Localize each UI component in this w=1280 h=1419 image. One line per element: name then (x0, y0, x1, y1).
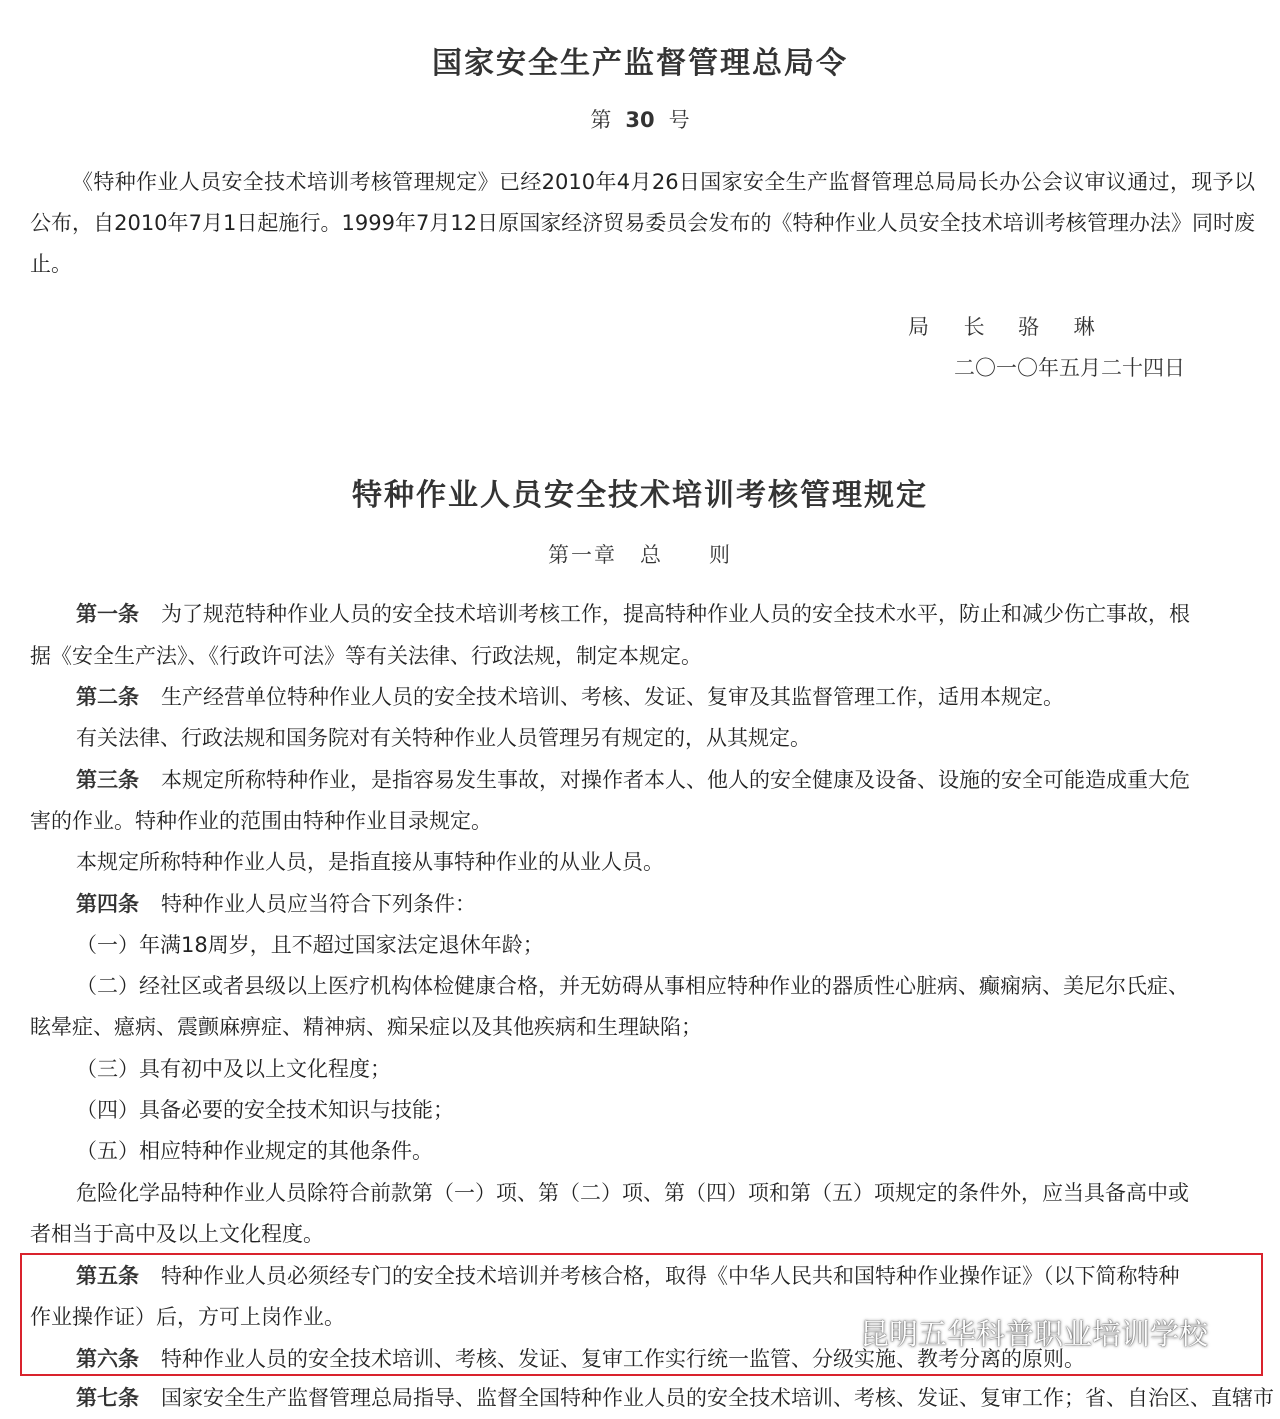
article-text: 本规定所称特种作业人员，是指直接从事特种作业的从业人员。 (76, 850, 664, 874)
article-text: （二）经社区或者县级以上医疗机构体检健康合格，并无妨碍从事相应特种作业的器质性心脏病、癫痫病、美尼尔氏症、 (76, 974, 1189, 998)
regulation-line (76, 925, 1256, 966)
order-title: 国家安全生产监督管理总局令 (432, 46, 848, 81)
regulation-title: 特种作业人员安全技术培训考核管理规定 (352, 478, 928, 513)
order-body: 《特种作业人员安全技术培训考核管理规定》已经2010年4月26日国家安全生产监督管理总局局长办公会议审议通过，现予以公布，自2010年7月1日起施行。1999年7月12日原国家经济贸易委员会发布的《特种作业人员安全技术培训考核管理办法》同时废止。 (30, 170, 1255, 276)
article-text: 生产经营单位特种作业人员的安全技术培训、考核、发证、复审及其监督管理工作，适用本规定。 (161, 685, 1064, 709)
article-text: 有关法律、行政法规和国务院对有关特种作业人员管理另有规定的，从其规定。 (76, 726, 811, 750)
order-number-value: 30 (625, 108, 655, 132)
regulation-line (76, 1173, 1256, 1214)
article-text: 特种作业人员应当符合下列条件： (161, 892, 476, 916)
article-text: 国家安全生产监督管理总局指导、监督全国特种作业人员的安全技术培训、考核、发证、复审工作；省、自治区、直辖市 (161, 1386, 1274, 1410)
chapter-heading: 第一章 总 则 (548, 543, 732, 567)
article-text: 为了规范特种作业人员的安全技术培训考核工作，提高特种作业人员的安全技术水平，防止和减少伤亡事故，根 (161, 602, 1190, 626)
article-text: （五）相应特种作业规定的其他条件。 (76, 1139, 433, 1163)
article-text: （一）年满18周岁，且不超过国家法定退休年龄； (76, 933, 544, 957)
article-text: 特种作业人员的安全技术培训、考核、发证、复审工作实行统一监管、分级实施、教考分离的原则。 (161, 1347, 1085, 1371)
regulation-line (76, 842, 1256, 883)
regulation-line (76, 677, 1256, 718)
order-number-prefix: 第 (590, 108, 612, 132)
article-label: 第五条 (76, 1264, 139, 1288)
regulation-line (76, 1049, 1256, 1090)
regulation-line (76, 594, 1256, 635)
article-text: 害的作业。特种作业的范围由特种作业目录规定。 (30, 809, 492, 833)
article-text: 本规定所称特种作业，是指容易发生事故，对操作者本人、他人的安全健康及设备、设施的安全可能造成重大危 (161, 768, 1190, 792)
regulation-line (76, 718, 1256, 759)
article-label: 第三条 (76, 768, 139, 792)
regulation-line (30, 636, 1255, 677)
order-number (0, 104, 1280, 134)
regulation-line (76, 760, 1256, 801)
article-text: 作业操作证）后，方可上岗作业。 (30, 1305, 345, 1329)
article-label: 第七条 (76, 1386, 139, 1410)
article-text: 特种作业人员必须经专门的安全技术培训并考核合格，取得《中华人民共和国特种作业操作证》（以下简称特种 (161, 1264, 1180, 1288)
article-text: 眩晕症、癔病、震颤麻痹症、精神病、痴呆症以及其他疾病和生理缺陷； (30, 1015, 702, 1039)
regulation-line (30, 1214, 1255, 1255)
article-label: 第六条 (76, 1347, 139, 1371)
article-text: （四）具备必要的安全技术知识与技能； (76, 1098, 454, 1122)
regulation-line (76, 1378, 1274, 1410)
regulation-line (30, 801, 1255, 842)
article-text: （三）具有初中及以上文化程度； (76, 1057, 391, 1081)
article-label: 第二条 (76, 685, 139, 709)
article-text: 危险化学品特种作业人员除符合前款第（一）项、第（二）项、第（四）项和第（五）项规定的条件外，应当具备高中或 (76, 1181, 1189, 1205)
regulation-line (76, 884, 1256, 925)
article-text: 据《安全生产法》、《行政许可法》等有关法律、行政法规，制定本规定。 (30, 644, 702, 668)
regulation-line (76, 1131, 1256, 1172)
order-date: 二〇一〇年五月二十四日 (954, 356, 1185, 380)
regulation-line (76, 1090, 1256, 1131)
article-label: 第一条 (76, 602, 139, 626)
regulation-line (76, 966, 1256, 1007)
watermark (812, 1310, 1208, 1354)
signatory-title: 局 长 (908, 315, 999, 339)
wechat-icon (812, 1315, 852, 1349)
order-number-suffix: 号 (668, 108, 690, 132)
signatory-name: 骆 琳 (1018, 315, 1109, 339)
watermark-text: 昆明五华科普职业培训学校 (860, 1316, 1209, 1351)
regulation-line (30, 1007, 1255, 1048)
article-label: 第四条 (76, 892, 139, 916)
article-text: 者相当于高中及以上文化程度。 (30, 1222, 324, 1246)
